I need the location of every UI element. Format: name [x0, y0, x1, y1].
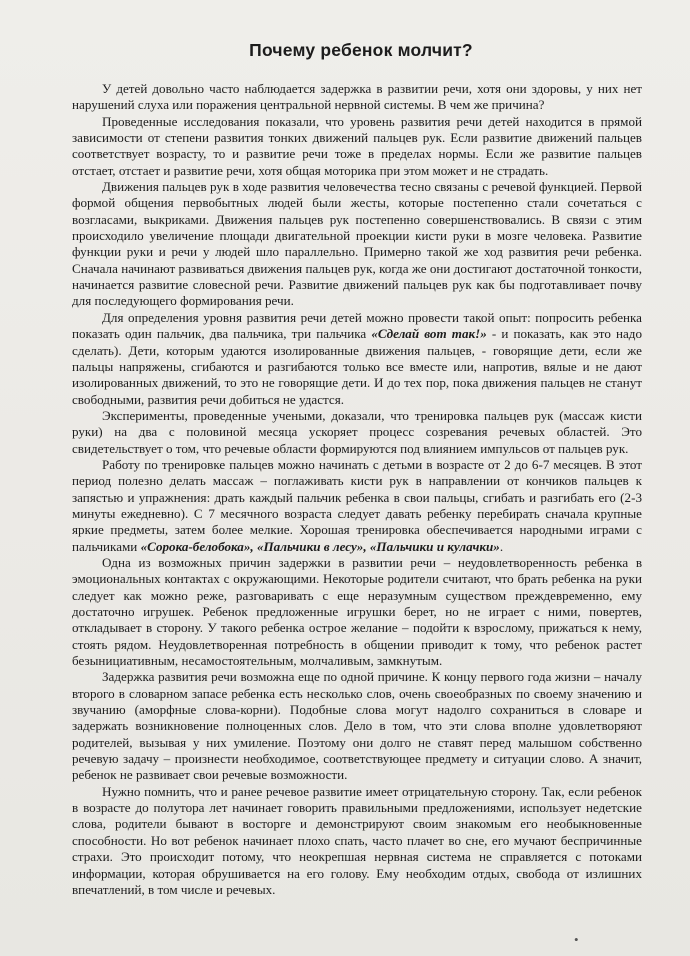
paragraph-text: Эксперименты, проведенные учеными, доказали, что тренировка пальцев рук (массаж кисти руки) на два с половиной месяца ускоряет процесс созревания речевых областей. Это свидетельствует о том, что речевые области формируются под влиянием импульсов от пальцев рук.: [72, 407, 642, 456]
emphasis-phrase: «Сорока-белобока», «Пальчики в лесу», «Пальчики и кулачки»: [140, 538, 500, 554]
page-title: Почему ребенок молчит?: [249, 40, 473, 60]
paragraph: [72, 669, 642, 783]
paragraph-text: Для определения уровня развития речи детей можно провести такой опыт: попросить ребенка показать один пальчик, два пальчика, три пальчика: [72, 309, 642, 342]
article-body: [72, 81, 642, 898]
paragraph-text: У детей довольно часто наблюдается задержка в развитии речи, хотя они здоровы, у них нет нарушений слуха или поражения центральной нервной системы. В чем же причина?: [72, 81, 642, 113]
paragraph: [72, 114, 642, 179]
paragraph: [72, 310, 642, 408]
paragraph-text: Задержка развития речи возможна еще по одной причине. К концу первого года жизни – началу второго в словарном запасе ребенка есть несколько слов, очень своеобразных по своему значению и звучанию (аморфные слова-корни). Подобные слова могут надолго сохраниться в словаре и задержать возникновение полноценных слов. Дело в том, что эти слова вполне удовлетворяют родителей, вызывая у них умиление. Поэтому они долго не ставят перед малышом собственно речевую задачу – произнести необходимое, соответствующее предмету и ситуации слово. А значит, ребенок не развивает свои речевые возможности.: [72, 669, 642, 783]
paragraph-text: Проведенные исследования показали, что уровень развития речи детей находится в прямой зависимости от степени развития тонких движений пальцев рук. Если развитие движений пальцев соответствует возрасту, то и развитие речи тоже в пределах нормы. Если же развитие пальцев отстает, отстает и развитие речи, хотя общая моторика при этом может и не страдать.: [72, 113, 642, 178]
paragraph-text: - и показать, как это надо сделать). Дети, которым удаются изолированные движения пальцев, - говорящие дети, если же пальцы напряжены, сгибаются и разгибаются только все вместе или, напротив, вялые и не дают изолированных движений, то это не говорящие дети. И до тех пор, пока движения пальцев не станут свободными, развития речи добиться не удастся.: [72, 326, 642, 407]
paragraph-text: Нужно помнить, что и ранее речевое развитие имеет отрицательную сторону. Так, если ребенок в возрасте до полутора лет начинает говорить правильными предложениями, использует недетские слова, родители бывают в восторге и демонстрируют своим знакомым его необыкновенные способности. Но вот ребенок начинает плохо спать, часто плачет во сне, его мучают беспричинные страхи. Это происходит потому, что неокрепшая нервная система не справляется с потоками информации, которая обрушивается на его голову. Ему необходим отдых, свобода от излишних впечатлений, в том числе и речевых.: [72, 783, 642, 897]
emphasis-phrase: «Сделай вот так!»: [371, 326, 487, 342]
paragraph: [72, 784, 642, 898]
page-mark: •: [574, 932, 579, 947]
paragraph: [72, 555, 642, 669]
paragraph-text: Одна из возможных причин задержки в развитии речи – неудовлетворенность ребенка в эмоциональных контактах с окружающими. Некоторые родители считают, что брать ребенка на руки следует как можно реже, разговаривать с еще неразумным существом преждевременно, ему достаточно игрушек. Ребенок предложенные игрушки берет, но не играет с ними, повертев, откладывает в сторону. У такого ребенка острое желание – подойти к взрослому, прижаться к нему, стоять рядом. Неудовлетворенная потребность в общении приводит к тому, что ребенок растет безынициативным, несамостоятельным, молчаливым, замкнутым.: [72, 554, 642, 669]
paragraph: [72, 81, 642, 114]
paragraph-text: Работу по тренировке пальцев можно начинать с детьми в возрасте от 2 до 6-7 месяцев. В этот период полезно делать массаж – поглаживать кисти рук в направлении от кончиков пальцев к запястью и упражнения: драть каждый пальчик ребенка в свои пальцы, сгибать и разгибать его (2-3 минуты ежедневно). С 7 месячного возраста следует давать ребенку перебирать сначала крупные яркие предметы, затем более мелкие. Хорошая тренировка обеспечивается народными играми с пальчиками: [72, 456, 642, 554]
paragraph: [72, 408, 642, 457]
paragraph-text: Движения пальцев рук в ходе развития человечества тесно связаны с речевой функцией. Первой формой общения первобытных людей были жесты, которые постепенно стали сочетаться с возгласами, выкриками. Движения пальцев рук постепенно совершенствовались. В связи с этим происходило увеличение площади двигательной проекции кисти руки в мозге человека. Развитие функции руки и речи у людей шло параллельно. Примерно такой же ход развития речи ребенка. Сначала начинают развиваться движения пальцев рук, когда же они достигают достаточной тонкости, начинается развитие словесной речи. Развитие движений пальцев рук как бы подготавливает почву для последующего формирования речи.: [72, 179, 642, 309]
paragraph: [72, 179, 642, 310]
paragraph-text: .: [499, 538, 504, 554]
paragraph: [72, 457, 642, 555]
